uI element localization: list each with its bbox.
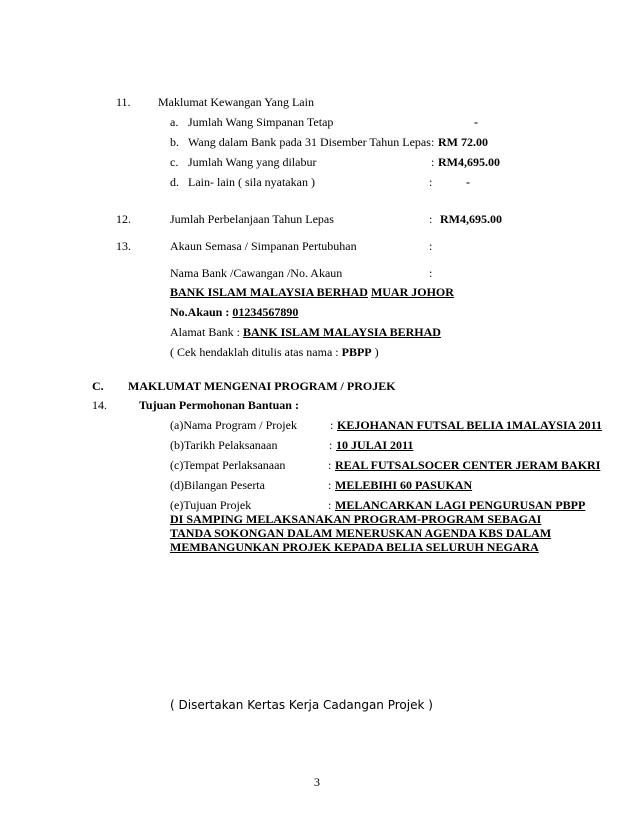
- field-participants-value: MELEBIHI 60 PASUKAN: [335, 478, 473, 492]
- bank-info-sep: :: [429, 266, 433, 280]
- item-12-number: 12.: [116, 212, 131, 226]
- field-program-value: KEJOHANAN FUTSAL BELIA 1MALAYSIA 2011: [337, 418, 602, 432]
- page-number: 3: [314, 775, 320, 789]
- item-14-title: Tujuan Permohonan Bantuan :: [139, 398, 299, 412]
- item-11a-label: Jumlah Wang Simpanan Tetap: [188, 115, 334, 129]
- item-11a-value: -: [474, 115, 478, 129]
- item-11-number: 11.: [116, 95, 131, 109]
- item-11c-sep: :: [431, 155, 435, 169]
- field-date-label: (b)Tarikh Pelaksanaan: [170, 438, 278, 452]
- item-11d-value: -: [466, 175, 470, 189]
- item-12-sep: :: [429, 212, 433, 226]
- item-11d-letter: d.: [170, 175, 179, 189]
- field-program-sep: :: [330, 418, 334, 432]
- bank-address-label: Alamat Bank :: [170, 325, 240, 339]
- objective-line-2: DI SAMPING MELAKSANAKAN PROGRAM-PROGRAM SEBAGAI: [170, 512, 542, 526]
- cheque-suffix: ): [374, 345, 379, 359]
- cheque-prefix: ( Cek hendaklah ditulis atas nama :: [170, 345, 339, 359]
- account-number: 01234567890: [232, 305, 299, 319]
- field-venue-sep: :: [328, 458, 332, 472]
- field-date-value: 10 JULAI 2011: [336, 438, 414, 452]
- item-11c-label: Jumlah Wang yang dilabur: [188, 155, 317, 169]
- bank-address-value: BANK ISLAM MALAYSIA BERHAD: [242, 325, 441, 339]
- item-11b-letter: b.: [170, 135, 179, 149]
- item-11b-sep: :: [431, 135, 435, 149]
- field-objective-label: (e)Tujuan Projek: [170, 498, 252, 512]
- bank-info-label: Nama Bank /Cawangan /No. Akaun: [170, 266, 343, 280]
- item-11-title: Maklumat Kewangan Yang Lain: [158, 95, 314, 109]
- field-program-label: (a)Nama Program / Projek: [170, 418, 297, 432]
- bank-name-line: [170, 285, 454, 299]
- section-c-letter: C.: [92, 379, 104, 393]
- item-14-number: 14.: [92, 398, 107, 412]
- cheque-line: [170, 345, 379, 359]
- item-11b-label: Wang dalam Bank pada 31 Disember Tahun Lepas: [188, 135, 431, 149]
- item-11d-label: Lain- lain ( sila nyatakan ): [188, 175, 315, 189]
- item-11c-letter: c.: [170, 155, 179, 169]
- account-label: No.Akaun :: [170, 305, 230, 319]
- field-venue-label: (c)Tempat Perlaksanaan: [170, 458, 286, 472]
- attachment-note: ( Disertakan Kertas Kerja Cadangan Projek ): [170, 698, 433, 712]
- field-objective-value: MELANCARKAN LAGI PENGURUSAN PBPP: [335, 498, 586, 512]
- item-12-value: RM4,695.00: [440, 212, 502, 226]
- field-objective-sep: :: [328, 498, 332, 512]
- objective-line-3: TANDA SOKONGAN DALAM MENERUSKAN AGENDA KBS DALAM: [170, 526, 552, 540]
- account-line: [170, 305, 298, 319]
- item-12-label: Jumlah Perbelanjaan Tahun Lepas: [170, 212, 334, 226]
- item-11d-sep: :: [429, 175, 433, 189]
- item-11b-value: RM 72.00: [438, 135, 488, 149]
- item-11a-letter: a.: [170, 115, 179, 129]
- bank-branch: MUAR JOHOR: [370, 285, 454, 299]
- section-c-title: MAKLUMAT MENGENAI PROGRAM / PROJEK: [128, 379, 396, 393]
- item-13-label: Akaun Semasa / Simpanan Pertubuhan: [170, 239, 357, 253]
- field-participants-label: (d)Bilangan Peserta: [170, 478, 265, 492]
- field-participants-sep: :: [328, 478, 332, 492]
- item-11c-value: RM4,695.00: [438, 155, 500, 169]
- cheque-name: PBPP: [341, 345, 372, 359]
- bank-name: BANK ISLAM MALAYSIA BERHAD: [170, 285, 368, 299]
- item-13-sep: :: [429, 239, 433, 253]
- objective-line-4: MEMBANGUNKAN PROJEK KEPADA BELIA SELURUH NEGARA: [170, 540, 539, 554]
- field-venue-value: REAL FUTSALSOCER CENTER JERAM BAKRI: [335, 458, 601, 472]
- bank-address-line: [170, 325, 441, 339]
- item-13-number: 13.: [116, 239, 131, 253]
- field-date-sep: :: [329, 438, 333, 452]
